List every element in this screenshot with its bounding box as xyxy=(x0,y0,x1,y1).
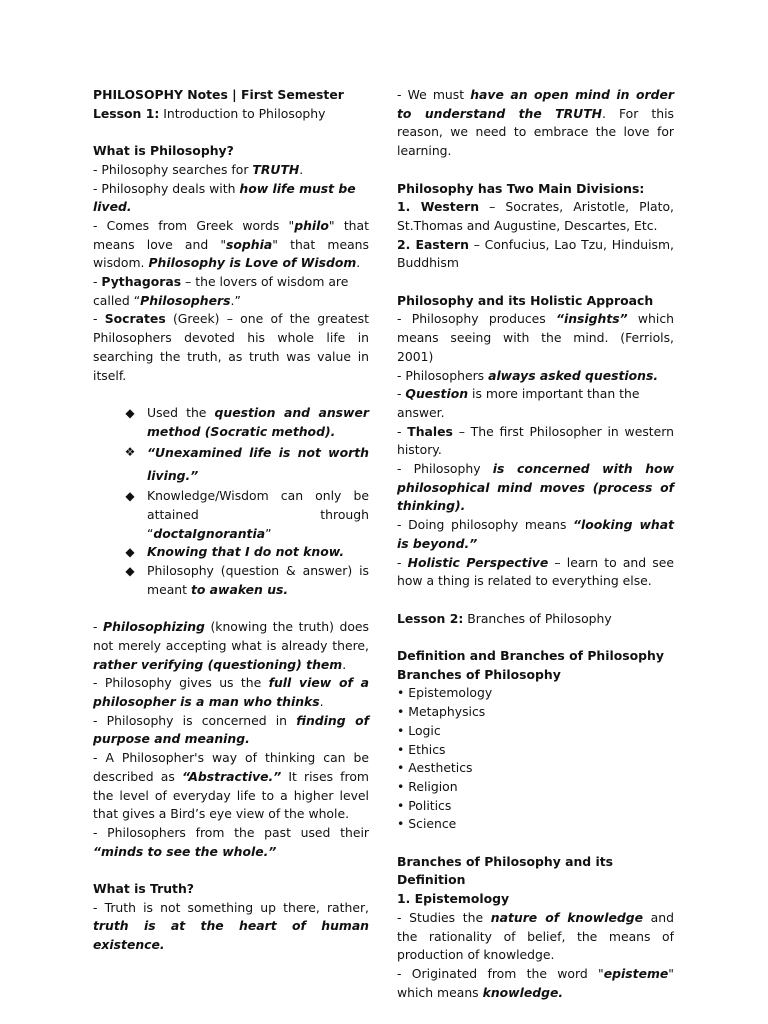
western-label: 1. Western xyxy=(397,199,480,215)
epi-line-1 xyxy=(397,909,674,965)
doc-title: PHILOSOPHY Notes | First Semester xyxy=(93,87,344,102)
text: - xyxy=(93,619,104,635)
text: – learn to and see how a thing is related to everything else. xyxy=(397,554,674,589)
spacer xyxy=(93,600,369,619)
emph: philo xyxy=(294,217,329,233)
what-is-philosophy-heading xyxy=(93,142,369,161)
subheading-text: 1. Epistemology xyxy=(397,891,510,907)
list-item xyxy=(124,441,369,487)
division-eastern xyxy=(397,236,674,273)
text: - xyxy=(397,386,406,402)
thales: Thales xyxy=(407,423,453,439)
emph: “Unexamined life is not worth living.” xyxy=(147,445,369,484)
truth-line-1 xyxy=(93,899,369,955)
emph: finding of purpose and meaning. xyxy=(93,712,369,747)
epi-line-2 xyxy=(397,965,674,1002)
hol-line-1 xyxy=(397,310,674,366)
text: - Philosophy gives us the xyxy=(93,675,269,691)
text: ” xyxy=(265,525,272,541)
wip-line-4 xyxy=(93,273,369,310)
list-item xyxy=(397,815,674,834)
text: - Doing philosophy means xyxy=(397,517,574,533)
list-item xyxy=(397,759,674,778)
truth-emph: TRUTH xyxy=(252,161,300,177)
list-item xyxy=(397,722,674,741)
dot-bullet-icon: • xyxy=(397,704,405,720)
list-item xyxy=(125,404,369,441)
left-column xyxy=(93,86,369,955)
text: " that means love and " xyxy=(93,217,369,252)
text: – The first Philosopher in western history. xyxy=(397,423,674,458)
text: - xyxy=(397,554,408,570)
wip-line-1 xyxy=(93,161,369,180)
branches-list xyxy=(397,684,674,834)
list-item xyxy=(397,684,674,703)
branch-name: Religion xyxy=(408,778,458,794)
heading-text: Philosophy and its Holistic Approach xyxy=(397,292,654,308)
emph: sophia xyxy=(226,236,273,252)
doc-title-line xyxy=(93,86,369,105)
list-item xyxy=(397,797,674,816)
emph: full view of a philosopher is a man who thinks xyxy=(93,675,369,710)
phz-line-5 xyxy=(93,824,369,861)
heading-text: Branches of Philosophy xyxy=(397,666,561,682)
text: " that means wisdom. xyxy=(93,236,369,271)
lesson1-name: Introduction to Philosophy xyxy=(163,105,326,121)
text: – Socrates, Aristotle, Plato, St.Thomas and Augustine, Descartes, Etc. xyxy=(397,199,674,233)
hol-line-4 xyxy=(397,423,674,460)
emph: nature of knowledge xyxy=(490,909,644,925)
lesson2-label: Lesson 2: xyxy=(397,610,464,626)
emph: Philosophers xyxy=(140,292,231,308)
lesson2-name: Branches of Philosophy xyxy=(467,610,612,626)
text: - Philosophy is concerned in xyxy=(93,712,297,728)
branch-name: Aesthetics xyxy=(408,760,473,776)
branch-name: Logic xyxy=(408,722,441,738)
epistemology-subheading xyxy=(397,890,674,909)
spacer xyxy=(397,834,674,853)
text: Philosophy (question & answer) is meant xyxy=(147,563,369,597)
branch-name: Epistemology xyxy=(408,685,493,701)
lesson1-line xyxy=(93,105,369,124)
text: - xyxy=(93,274,102,290)
text: . For this reason, we need to embrace the love for learning. xyxy=(397,105,674,159)
ornament-bullet-icon: ❖ xyxy=(124,445,136,460)
hol-line-7 xyxy=(397,554,674,591)
branch-name: Ethics xyxy=(408,741,446,757)
emph: truth is at the heart of human existence. xyxy=(93,918,369,953)
list-item xyxy=(125,562,369,599)
open-mind-line xyxy=(397,86,674,161)
branch-name: Science xyxy=(408,816,457,832)
emph: Philosophizing xyxy=(103,619,205,635)
divisions-heading xyxy=(397,180,674,199)
text: (Greek) – one of the greatest Philosophers devoted his whole life in searching the truth, as truth was value in itself. xyxy=(93,311,369,383)
diamond-bullet-icon: ◆ xyxy=(125,545,135,560)
text: - Philosophy searches for xyxy=(93,161,253,177)
emph: rather verifying (questioning) them xyxy=(93,656,343,672)
emph: Holistic Perspective xyxy=(407,554,549,570)
text: - Originated from the word " xyxy=(397,965,604,981)
emph: “insights” xyxy=(556,311,628,327)
spacer xyxy=(93,123,369,142)
text: - Philosophy produces xyxy=(397,311,556,327)
branch-def-heading xyxy=(397,853,674,890)
emph: knowledge. xyxy=(482,984,564,1000)
pythagoras: Pythagoras xyxy=(101,274,182,290)
text: (knowing the truth) does not merely accepting what is already there, xyxy=(93,619,369,653)
spacer xyxy=(397,591,674,610)
emph: “minds to see the whole.” xyxy=(93,843,277,859)
phz-line-1: - Philosophizing (knowing the truth) does not merely accepting what is already there, rather verifying (questioning) them. xyxy=(93,619,369,672)
holistic-heading xyxy=(397,292,674,311)
text: - We must xyxy=(397,87,471,102)
hol-line-6 xyxy=(397,516,674,553)
text: and the rationality of belief, the means of production of knowledge. xyxy=(397,909,674,963)
phz-line-2: - Philosophy gives us the full view of a philosopher is a man who thinks. xyxy=(93,675,369,710)
emph: Question xyxy=(405,386,469,402)
list-item xyxy=(125,487,369,543)
list-item xyxy=(125,543,369,562)
dot-bullet-icon: • xyxy=(397,722,405,738)
hol-line-2 xyxy=(397,367,674,386)
emph: episteme xyxy=(603,965,669,981)
branches-heading-2 xyxy=(397,666,674,685)
text: - Comes from Greek words " xyxy=(93,217,295,233)
list-item xyxy=(397,703,674,722)
heading-text: What is Truth? xyxy=(93,881,194,897)
spacer xyxy=(93,385,369,404)
text: . xyxy=(299,161,304,177)
text: - Philosophers xyxy=(397,367,489,383)
diamond-bullet-icon: ◆ xyxy=(125,489,135,504)
list-item xyxy=(397,741,674,760)
emph: to awaken us. xyxy=(190,581,289,597)
spacer xyxy=(397,628,674,647)
eastern-label: 2. Eastern xyxy=(397,236,469,252)
emph: question and answer method (Socratic method). xyxy=(147,404,369,439)
heading-text: Branches of Philosophy and its Definition xyxy=(397,853,614,888)
lesson1-label: Lesson 1: xyxy=(93,105,160,121)
spacer xyxy=(397,161,674,180)
heading-text: What is Philosophy? xyxy=(93,143,234,159)
text: - Truth is not something up there, rather, xyxy=(93,899,369,915)
text: .” xyxy=(230,292,241,308)
branch-name: Metaphysics xyxy=(408,704,486,720)
diamond-bullet-icon: ◆ xyxy=(125,564,135,579)
spacer xyxy=(397,273,674,292)
list-item xyxy=(397,778,674,797)
text: – the lovers of wisdom are called “ xyxy=(93,274,349,308)
dot-bullet-icon: • xyxy=(397,797,405,813)
emph: “looking what is beyond.” xyxy=(397,517,675,551)
division-western xyxy=(397,198,674,235)
text: - Studies the xyxy=(397,909,491,925)
text: Knowledge/Wisdom can only be attained through “ xyxy=(147,488,369,541)
lesson2-line xyxy=(397,610,674,629)
branch-name: Politics xyxy=(408,797,452,813)
socrates-points-list xyxy=(93,404,369,600)
emph: have an open mind in order to understand the TRUTH xyxy=(397,87,674,121)
emph: Knowing that I do not know. xyxy=(147,544,345,560)
text: - xyxy=(397,423,408,439)
emph: Philosophy is Love of Wisdom xyxy=(148,255,357,271)
emph: “Abstractive.” xyxy=(181,768,282,784)
text: - Philosophy xyxy=(397,461,493,477)
diamond-bullet-icon: ◆ xyxy=(125,405,135,420)
text: It rises from the level of everyday life to a higher level that gives a Bird’s eye view of the whole. xyxy=(93,768,370,822)
emph: doctaIgnorantia xyxy=(153,525,266,541)
wip-line-5 xyxy=(93,310,369,385)
dot-bullet-icon: • xyxy=(397,685,405,701)
text: - A Philosopher's way of thinking can be described as xyxy=(93,750,369,784)
dot-bullet-icon: • xyxy=(397,816,405,832)
spacer xyxy=(93,861,369,880)
hol-line-3 xyxy=(397,385,674,422)
right-column xyxy=(397,86,674,1002)
dot-bullet-icon: • xyxy=(397,760,405,776)
phz-line-3 xyxy=(93,712,369,749)
phz-line-4 xyxy=(93,749,369,824)
dot-bullet-icon: • xyxy=(397,741,405,757)
text: " which means xyxy=(397,965,674,1000)
emph: is concerned with how philosophical mind moves (process of thinking). xyxy=(397,461,674,514)
dot-bullet-icon: • xyxy=(397,778,405,794)
hol-line-5 xyxy=(397,460,674,516)
heading-text: Philosophy has Two Main Divisions: xyxy=(397,180,645,196)
text: which means seeing with the mind. (Ferriols, 2001) xyxy=(397,311,674,364)
text: - xyxy=(93,311,105,327)
heading-text: Definition and Branches of Philosophy xyxy=(397,648,664,664)
socrates: Socrates xyxy=(104,311,166,327)
text: - Philosophy deals with xyxy=(93,180,240,196)
text: – Confucius, Lao Tzu, Hinduism, Buddhism xyxy=(397,236,674,271)
wip-line-3: - Comes from Greek words "philo" that means love and "sophia" that means wisdom. Philosophy is Love of Wisdom. xyxy=(93,217,369,271)
wip-line-2 xyxy=(93,180,369,217)
what-is-truth-heading xyxy=(93,880,369,899)
emph: always asked questions. xyxy=(488,367,659,383)
text: - Philosophers from the past used their xyxy=(93,824,369,840)
branches-heading-1 xyxy=(397,647,674,666)
text: is more important than the answer. xyxy=(397,386,640,420)
text: Used the xyxy=(147,404,215,420)
emph: how life must be lived. xyxy=(93,180,356,215)
